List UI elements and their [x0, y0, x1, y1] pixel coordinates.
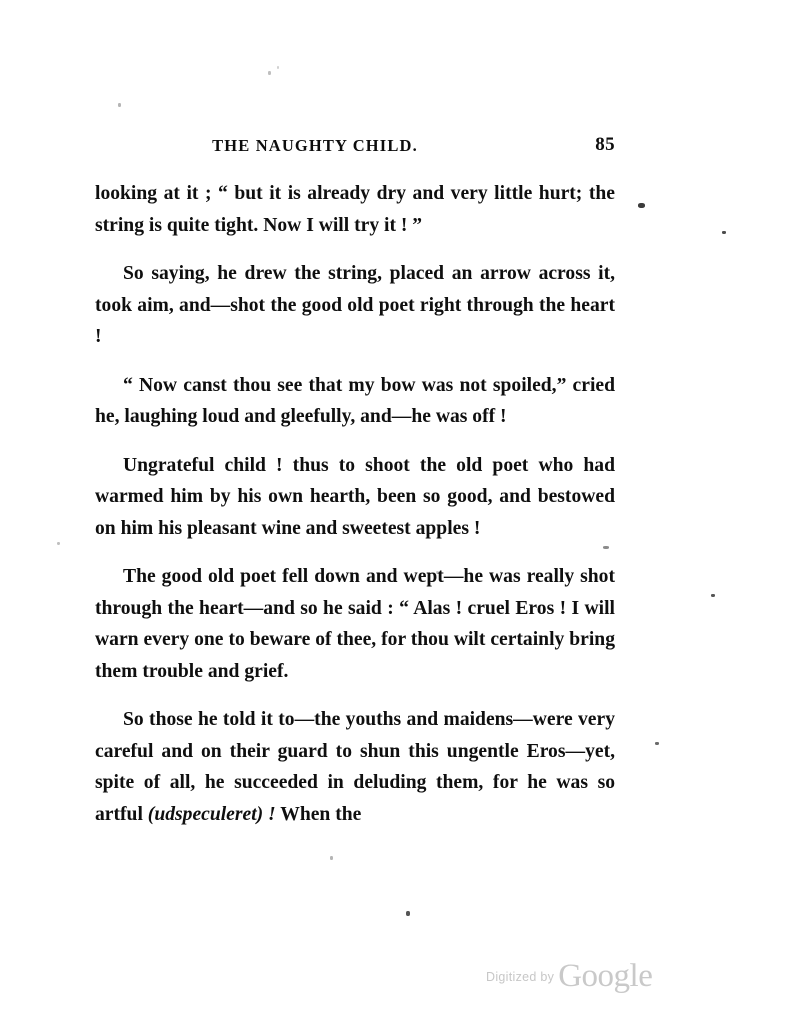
paragraph-6-text-after: When the [275, 803, 362, 825]
paragraph-6-text-before: So those he told it to—the youths and maidens—were very careful and on their guard to shun this ungentle Eros—yet, spite of all, he succeeded in deluding them, for he was so artful [95, 709, 615, 825]
paragraph-5: The good old poet fell down and wept—he was really shot through the heart—and so he said : “ Alas ! cruel Eros ! I will warn every one to beware of thee, for thou wilt certainly bring them trouble and grief. [95, 566, 615, 682]
paragraph-3: “ Now canst thou see that my bow was not spoiled,” cried he, laughing loud and gleefully, and—he was off ! [95, 374, 615, 427]
scan-speck [638, 203, 645, 208]
paragraph-6-italic-term: (udspeculeret) ! [147, 803, 276, 825]
running-head-title: THE NAUGHTY CHILD. [212, 136, 418, 155]
page-number: 85 [595, 134, 615, 155]
scan-speck [722, 231, 726, 234]
scan-speck [277, 66, 279, 69]
google-wordmark: Google [558, 958, 653, 994]
body-text-block [95, 178, 615, 830]
watermark-prefix-label: Digitized by [486, 970, 555, 984]
scan-speck [118, 103, 121, 107]
scan-speck [655, 742, 659, 745]
paragraph-4: Ungrateful child ! thus to shoot the old poet who had warmed him by his own hearth, been so good, and bestowed on him his pleasant wine and sweetest apples ! [95, 454, 615, 539]
scan-speck [330, 856, 333, 860]
google-digitized-watermark [486, 958, 652, 995]
scan-speck [711, 594, 715, 597]
scan-speck [57, 542, 60, 545]
page-header [95, 136, 615, 162]
scan-speck [268, 71, 271, 75]
paragraph-6 [95, 704, 615, 830]
paragraph-1: looking at it ; “ but it is already dry and very little hurt; the string is quite tight. Now I will try it ! ” [95, 183, 615, 236]
paragraph-2: So saying, he drew the string, placed an arrow across it, took aim, and—shot the good old poet right through the heart ! [95, 263, 615, 347]
scan-speck [406, 911, 410, 916]
